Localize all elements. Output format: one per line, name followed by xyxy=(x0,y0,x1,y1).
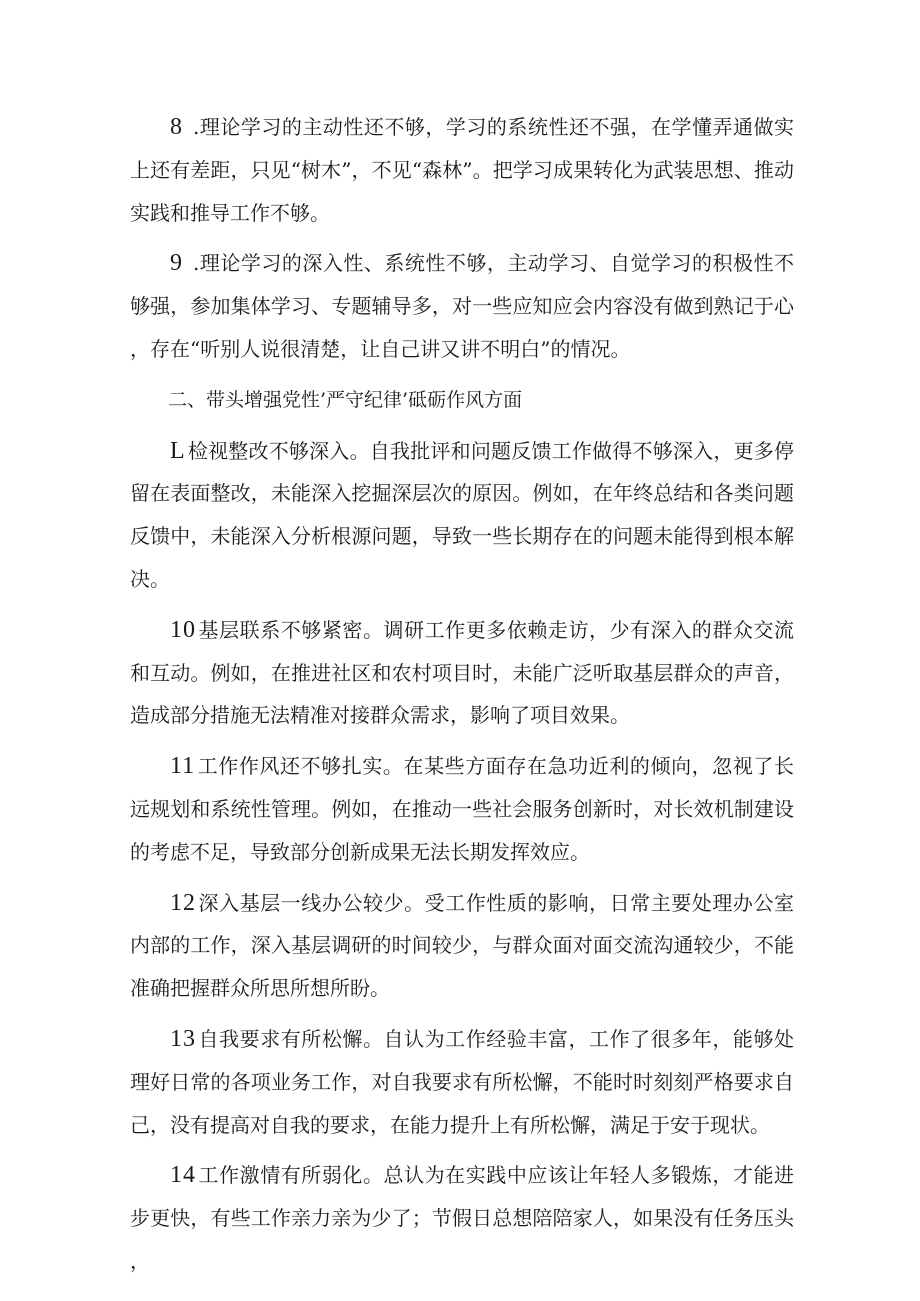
paragraph-text: .理论学习的主动性还不够，学习的系统性还不强，在学懂弄通做实上还有差距，只见“树木”，不见“森林”。把学习成果转化为武装思想、推动实践和推导工作不够。 xyxy=(130,115,794,225)
paragraph-text: 自我要求有所松懈。自认为工作经验丰富，工作了很多年，能够处理好日常的各项业务工作，对自我要求有所松懈，不能时时刻刻严格要求自己，没有提高对自我的要求，在能力提升上有所松懈，满足于安于现状。 xyxy=(130,1026,794,1137)
paragraph-text: .理论学习的深入性、系统性不够，主动学习、自觉学习的积极性不够强，参加集体学习、专题辅导多，对一些应知应会内容没有做到熟记于心，存在“听别人说很清楚，让自己讲又讲不明白”的情况。 xyxy=(130,251,794,361)
item-number: 10 xyxy=(170,616,196,643)
item-number: 14 xyxy=(170,1162,196,1189)
paragraph-item-14 xyxy=(130,1154,794,1282)
paragraph-text: 工作激情有所弱化。总认为在实践中应该让年轻人多锻炼，才能进步更快，有些工作亲力亲为少了；节假日总想陪陪家人，如果没有任务压头， xyxy=(130,1163,794,1273)
document-body xyxy=(130,106,794,1291)
item-number: 11 xyxy=(170,753,196,780)
paragraph-item-8 xyxy=(130,106,794,234)
paragraph-text: 深入基层一线办公较少。受工作性质的影响，日常主要处理办公室内部的工作，深入基层调研的时间较少，与群众面对面交流沟通较少，不能准确把握群众所思所想所盼。 xyxy=(130,890,794,1001)
paragraph-item-1 xyxy=(130,430,794,601)
paragraph-text: 工作作风还不够扎实。在某些方面存在急功近利的倾向，忽视了长远规划和系统性管理。例如，在推动一些社会服务创新时，对长效机制建设的考虑不足，导致部分创新成果无法长期发挥效应。 xyxy=(130,754,794,864)
section-heading: 二、带头增强党性’严守纪律’砥砺作风方面 xyxy=(168,388,523,411)
paragraph-text: 检视整改不够深入。自我批评和问题反馈工作做得不够深入，更多停留在表面整改，未能深入挖掘深层次的原因。例如，在年终总结和各类问题反馈中，未能深入分析根源问题，导致一些长期存在的问题未能得到根本解决。 xyxy=(130,438,794,591)
paragraph-item-12 xyxy=(130,882,794,1010)
item-number: 9 xyxy=(170,250,183,277)
paragraph-item-13 xyxy=(130,1018,794,1146)
paragraph-text: 基层联系不够紧密。调研工作更多依赖走访，少有深入的群众交流和互动。例如，在推进社区和农村项目时，未能广泛听取基层群众的声音，造成部分措施无法精准对接群众需求，影响了项目效果。 xyxy=(130,617,794,728)
paragraph-item-10 xyxy=(130,609,794,737)
item-number: 8 xyxy=(170,114,183,140)
paragraph-item-9 xyxy=(130,242,794,370)
item-number: 13 xyxy=(170,1025,196,1052)
item-number: L xyxy=(170,437,186,464)
item-number: 12 xyxy=(170,889,196,916)
paragraph-item-11 xyxy=(130,745,794,873)
